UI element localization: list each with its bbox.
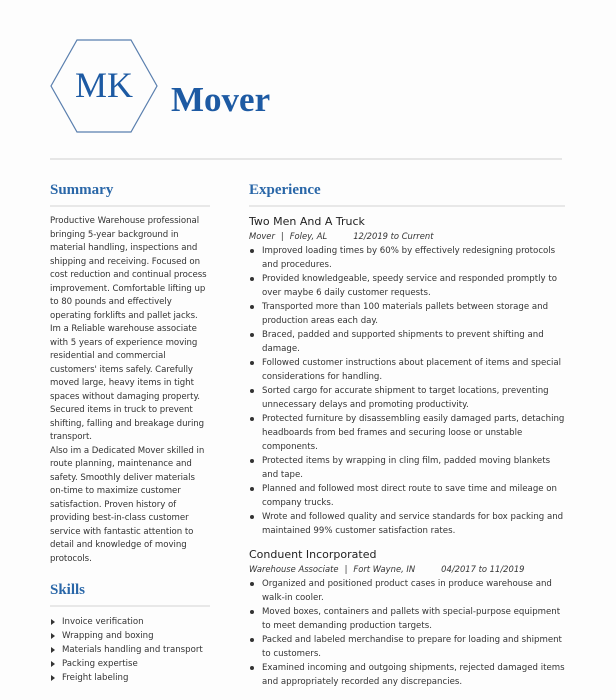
job-bullet: Transported more than 100 materials pallets between storage and production areas each day. xyxy=(249,300,565,328)
header-divider xyxy=(50,158,562,160)
left-column xyxy=(50,182,210,685)
job-entry xyxy=(249,548,565,689)
experience-heading: Experience xyxy=(249,182,565,207)
summary-paragraph: Also im a Dedicated Mover skilled in route planning, maintenance and safety. Smoothly deliver materials on-time to maximize customer satisfaction. Proven history of providing best-in-class customer service with fantastic attention to detail and knowledge of moving protocols. xyxy=(50,445,205,564)
separator: | xyxy=(280,231,284,241)
summary-heading: Summary xyxy=(50,182,210,207)
job-bullet: Moved boxes, containers and pallets with special-purpose equipment to meet demanding production targets. xyxy=(249,605,565,633)
job-location: Foley, AL xyxy=(289,231,328,241)
job-bullet: Organized and positioned product cases in produce warehouse and walk-in cooler. xyxy=(249,577,565,605)
job-bullets xyxy=(249,577,565,689)
skill-item: Packing expertise xyxy=(50,657,210,671)
job-bullet: Wrote and followed quality and service standards for box packing and maintained 99% customer satisfaction rates. xyxy=(249,510,565,538)
summary-paragraph: Productive Warehouse professional bringing 5-year background in material handling, inspections and shipping and receiving. Focused on cost reduction and continual process improvement. Comfortable lifting up to 80 pounds and effectively operating forklifts and pallet jacks. Im a Reliable warehouse associate with 5 years of experience moving residential and commercial customers' items safely. Carefully moved large, heavy items in tight spaces without damaging property. Secured items in truck to prevent shifting, falling and breakage during transport. xyxy=(50,216,207,442)
skill-item: Freight labeling xyxy=(50,671,210,685)
resume-title: Mover xyxy=(171,80,271,119)
job-entry xyxy=(249,215,565,538)
job-company: Two Men And A Truck xyxy=(249,215,365,228)
separator: | xyxy=(344,564,348,574)
job-bullet: Provided knowledgeable, speedy service and responded promptly to over maybe 6 daily customer requests. xyxy=(249,272,565,300)
skills-list xyxy=(50,615,210,685)
job-role: Mover xyxy=(249,231,275,241)
job-company: Conduent Incorporated xyxy=(249,548,377,561)
job-bullet: Improved loading times by 60% by effectively redesigning protocols and procedures. xyxy=(249,244,565,272)
jobs-list xyxy=(249,215,565,689)
job-bullet: Planned and followed most direct route to save time and mileage on company trucks. xyxy=(249,482,565,510)
job-dates: 12/2019 to Current xyxy=(353,231,434,241)
skill-item: Materials handling and transport xyxy=(50,643,210,657)
job-location: Fort Wayne, IN xyxy=(353,564,416,574)
job-bullet: Followed customer instructions about placement of items and special considerations for handling. xyxy=(249,356,565,384)
job-bullet: Braced, padded and supported shipments to prevent shifting and damage. xyxy=(249,328,565,356)
job-bullet: Examined incoming and outgoing shipments, rejected damaged items and appropriately recorded any discrepancies. xyxy=(249,661,565,689)
skill-item: Wrapping and boxing xyxy=(50,629,210,643)
job-bullet: Protected items by wrapping in cling film, padded moving blankets and tape. xyxy=(249,454,565,482)
job-role: Warehouse Associate xyxy=(249,564,339,574)
summary-section xyxy=(50,215,210,566)
job-bullet: Sorted cargo for accurate shipment to target locations, preventing unnecessary delays and promoting productivity. xyxy=(249,384,565,412)
job-bullet: Packed and labeled merchandise to prepare for loading and shipment to customers. xyxy=(249,633,565,661)
skills-heading: Skills xyxy=(50,582,210,607)
job-bullets xyxy=(249,244,565,538)
job-meta xyxy=(249,562,565,576)
right-column xyxy=(249,182,565,699)
job-dates: 04/2017 to 11/2019 xyxy=(441,564,525,574)
monogram: MK xyxy=(74,65,133,105)
skill-item: Invoice verification xyxy=(50,615,210,629)
job-meta xyxy=(249,229,565,243)
job-bullet: Protected furniture by disassembling easily damaged parts, detaching headboards from bed frames and securing loose or unstable components. xyxy=(249,412,565,454)
